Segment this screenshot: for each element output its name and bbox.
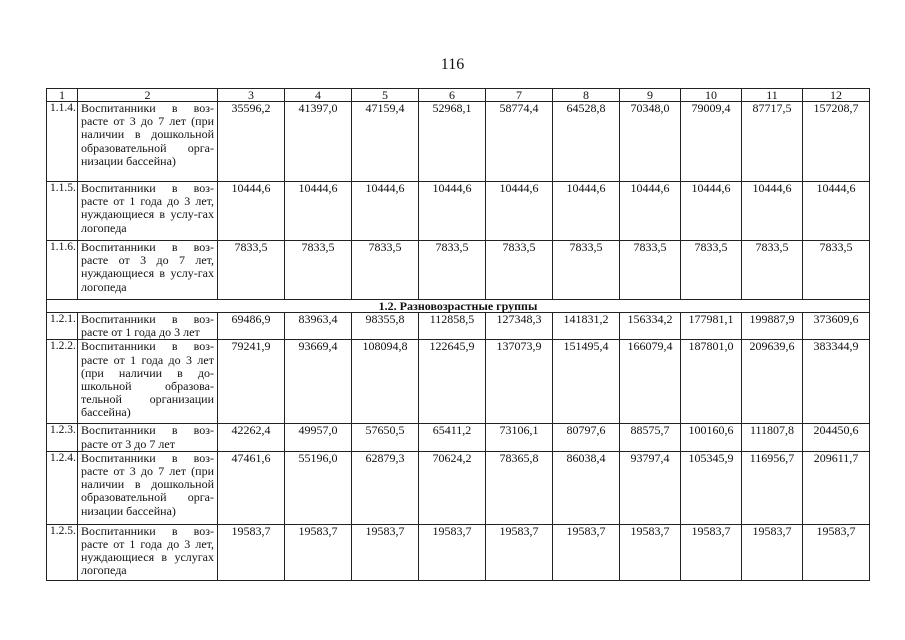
value-cell: 157208,7 — [803, 102, 870, 182]
table-body — [47, 102, 870, 581]
value-cell: 10444,6 — [803, 182, 870, 241]
value-cell: 47159,4 — [352, 102, 419, 182]
row-code: 1.2.2. — [47, 340, 78, 424]
value-cell: 87717,5 — [742, 102, 803, 182]
column-header: 2 — [78, 89, 218, 102]
value-cell: 7833,5 — [620, 241, 681, 300]
value-cell: 47461,6 — [218, 451, 285, 524]
value-cell: 70624,2 — [419, 451, 486, 524]
column-header: 7 — [486, 89, 553, 102]
value-cell: 10444,6 — [553, 182, 620, 241]
row-code: 1.1.4. — [47, 102, 78, 182]
value-cell: 93797,4 — [620, 451, 681, 524]
value-cell: 52968,1 — [419, 102, 486, 182]
table-row — [47, 424, 870, 451]
row-label: Воспитанники в воз-расте от 1 года до 3 лет, нуждающиеся в услугах логопеда — [78, 524, 218, 580]
value-cell: 98355,8 — [352, 313, 419, 340]
value-cell: 127348,3 — [486, 313, 553, 340]
value-cell: 166079,4 — [620, 340, 681, 424]
table-row — [47, 182, 870, 241]
value-cell: 7833,5 — [419, 241, 486, 300]
row-label: Воспитанники в воз-расте от 3 до 7 лет (при наличии в дошкольной образовательной орга-низации бассейна) — [78, 102, 218, 182]
value-cell: 49957,0 — [285, 424, 352, 451]
value-cell: 10444,6 — [352, 182, 419, 241]
value-cell: 187801,0 — [681, 340, 742, 424]
value-cell: 19583,7 — [285, 524, 352, 580]
data-table — [46, 88, 870, 581]
value-cell: 55196,0 — [285, 451, 352, 524]
row-label: Воспитанники в воз-расте от 1 года до 3 лет — [78, 313, 218, 340]
value-cell: 83963,4 — [285, 313, 352, 340]
value-cell: 64528,8 — [553, 102, 620, 182]
value-cell: 19583,7 — [620, 524, 681, 580]
value-cell: 19583,7 — [803, 524, 870, 580]
row-code: 1.2.1. — [47, 313, 78, 340]
table-row — [47, 451, 870, 524]
value-cell: 42262,4 — [218, 424, 285, 451]
row-label: Воспитанники в воз-расте от 1 года до 3 лет (при наличии в до-школьной образова-тельной организации бассейна) — [78, 340, 218, 424]
value-cell: 19583,7 — [681, 524, 742, 580]
value-cell: 10444,6 — [419, 182, 486, 241]
value-cell: 111807,8 — [742, 424, 803, 451]
value-cell: 7833,5 — [486, 241, 553, 300]
value-cell: 19583,7 — [553, 524, 620, 580]
value-cell: 7833,5 — [285, 241, 352, 300]
value-cell: 58774,4 — [486, 102, 553, 182]
table-row — [47, 102, 870, 182]
value-cell: 112858,5 — [419, 313, 486, 340]
row-code: 1.2.5. — [47, 524, 78, 580]
value-cell: 137073,9 — [486, 340, 553, 424]
value-cell: 7833,5 — [218, 241, 285, 300]
value-cell: 62879,3 — [352, 451, 419, 524]
value-cell: 105345,9 — [681, 451, 742, 524]
table-row — [47, 241, 870, 300]
value-cell: 7833,5 — [803, 241, 870, 300]
row-label: Воспитанники в воз-расте от 3 до 7 лет (при наличии в дошкольной образовательной орга-низации бассейна) — [78, 451, 218, 524]
row-label: Воспитанники в воз-расте от 1 года до 3 лет, нуждающиеся в услу-гах логопеда — [78, 182, 218, 241]
value-cell: 10444,6 — [742, 182, 803, 241]
value-cell: 141831,2 — [553, 313, 620, 340]
header-row — [47, 89, 870, 102]
value-cell: 204450,6 — [803, 424, 870, 451]
column-header: 6 — [419, 89, 486, 102]
value-cell: 19583,7 — [742, 524, 803, 580]
row-code: 1.1.5. — [47, 182, 78, 241]
value-cell: 57650,5 — [352, 424, 419, 451]
value-cell: 79241,9 — [218, 340, 285, 424]
value-cell: 70348,0 — [620, 102, 681, 182]
value-cell: 177981,1 — [681, 313, 742, 340]
value-cell: 19583,7 — [419, 524, 486, 580]
value-cell: 19583,7 — [486, 524, 553, 580]
column-header: 3 — [218, 89, 285, 102]
value-cell: 86038,4 — [553, 451, 620, 524]
value-cell: 7833,5 — [742, 241, 803, 300]
value-cell: 122645,9 — [419, 340, 486, 424]
section-title: 1.2. Разновозрастные группы — [47, 300, 870, 313]
value-cell: 10444,6 — [620, 182, 681, 241]
table-row — [47, 340, 870, 424]
value-cell: 19583,7 — [218, 524, 285, 580]
column-header: 5 — [352, 89, 419, 102]
value-cell: 65411,2 — [419, 424, 486, 451]
value-cell: 209639,6 — [742, 340, 803, 424]
table-row — [47, 313, 870, 340]
value-cell: 10444,6 — [218, 182, 285, 241]
value-cell: 93669,4 — [285, 340, 352, 424]
section-row — [47, 300, 870, 313]
column-header: 1 — [47, 89, 78, 102]
row-label: Воспитанники в воз-расте от 3 до 7 лет — [78, 424, 218, 451]
row-code: 1.2.4. — [47, 451, 78, 524]
column-header: 12 — [803, 89, 870, 102]
value-cell: 80797,6 — [553, 424, 620, 451]
table-row — [47, 524, 870, 580]
value-cell: 7833,5 — [352, 241, 419, 300]
value-cell: 73106,1 — [486, 424, 553, 451]
column-header: 10 — [681, 89, 742, 102]
value-cell: 10444,6 — [285, 182, 352, 241]
column-header: 11 — [742, 89, 803, 102]
page-number: 116 — [440, 56, 465, 73]
value-cell: 78365,8 — [486, 451, 553, 524]
value-cell: 209611,7 — [803, 451, 870, 524]
value-cell: 35596,2 — [218, 102, 285, 182]
value-cell: 7833,5 — [681, 241, 742, 300]
value-cell: 108094,8 — [352, 340, 419, 424]
row-label: Воспитанники в воз-расте от 3 до 7 лет, нуждающиеся в услу-гах логопеда — [78, 241, 218, 300]
value-cell: 383344,9 — [803, 340, 870, 424]
value-cell: 116956,7 — [742, 451, 803, 524]
value-cell: 19583,7 — [352, 524, 419, 580]
value-cell: 69486,9 — [218, 313, 285, 340]
value-cell: 199887,9 — [742, 313, 803, 340]
value-cell: 7833,5 — [553, 241, 620, 300]
value-cell: 41397,0 — [285, 102, 352, 182]
column-header: 4 — [285, 89, 352, 102]
value-cell: 156334,2 — [620, 313, 681, 340]
row-code: 1.2.3. — [47, 424, 78, 451]
column-header: 8 — [553, 89, 620, 102]
row-code: 1.1.6. — [47, 241, 78, 300]
value-cell: 100160,6 — [681, 424, 742, 451]
value-cell: 373609,6 — [803, 313, 870, 340]
value-cell: 88575,7 — [620, 424, 681, 451]
value-cell: 10444,6 — [681, 182, 742, 241]
value-cell: 151495,4 — [553, 340, 620, 424]
value-cell: 79009,4 — [681, 102, 742, 182]
column-header: 9 — [620, 89, 681, 102]
value-cell: 10444,6 — [486, 182, 553, 241]
